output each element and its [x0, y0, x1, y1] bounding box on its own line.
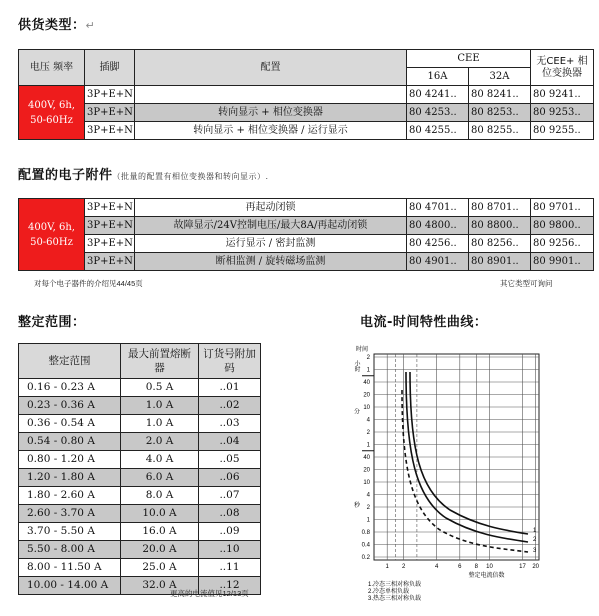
table-row [19, 397, 261, 415]
table-row [19, 451, 261, 469]
cell-order-16a: 80 4901.. [407, 253, 469, 271]
y-tick-label: 1 [366, 517, 370, 524]
header-cee-16a: 16A [407, 68, 469, 86]
cell-fuse: 16.0 A [121, 523, 199, 541]
voltage-cell: 400V, 6h, 50-60Hz [19, 199, 85, 271]
cell-fuse: 1.0 A [121, 397, 199, 415]
supply-title: 供货类型：↵ [18, 18, 96, 33]
cell-plug: 3P+E+N [85, 86, 135, 104]
table-row [19, 379, 261, 397]
cell-fuse: 4.0 A [121, 451, 199, 469]
table-row [19, 415, 261, 433]
header-fuse: 最大前置熔断器 [121, 344, 199, 379]
legend-entry: 2.冷态单相负载 [368, 589, 410, 595]
cell-range: 0.36 - 0.54 A [19, 415, 121, 433]
cell-plug: 3P+E+N [85, 104, 135, 122]
accessories-note-right: 其它类型可询问 [500, 279, 553, 288]
cell-fuse: 8.0 A [121, 487, 199, 505]
cell-order-16a: 80 4253.. [407, 104, 469, 122]
cell-order-nocee: 80 9255.. [531, 122, 594, 140]
cell-config: 再起动闭锁 [135, 199, 407, 217]
cell-fuse: 20.0 A [121, 541, 199, 559]
y-tick-label: 10 [363, 480, 370, 486]
y-tick-label: 10 [363, 405, 370, 411]
x-tick-label: 4 [435, 564, 439, 570]
header-config: 配置 [135, 50, 407, 86]
cell-range: 0.23 - 0.36 A [19, 397, 121, 415]
legend-entry: 3.热态三相对称负载 [368, 596, 422, 602]
header-cee-32a: 32A [469, 68, 531, 86]
range-note: 更高的电流值见12/13页 [170, 589, 249, 598]
table-row [19, 104, 594, 122]
curve-label: 3 [533, 548, 537, 554]
cell-plug: 3P+E+N [85, 122, 135, 140]
y-tick-label: 20 [363, 392, 370, 399]
table-row [19, 541, 261, 559]
cell-range: 0.54 - 0.80 A [19, 433, 121, 451]
cell-code: ..07 [199, 487, 261, 505]
cell-range: 5.50 - 8.00 A [19, 541, 121, 559]
x-tick-label: 17 [519, 564, 526, 570]
cell-code: ..01 [199, 379, 261, 397]
cell-order-32a: 80 8256.. [469, 235, 531, 253]
accessories-title: 配置的电子附件（批量的配置有相位变换器和转向显示）. [18, 168, 269, 183]
cell-order-32a: 80 8701.. [469, 199, 531, 217]
header-no-cee: 无CEE+ 相位变换器 [531, 50, 594, 86]
cell-range: 0.16 - 0.23 A [19, 379, 121, 397]
cell-order-32a: 80 8255.. [469, 122, 531, 140]
cell-range: 10.00 - 14.00 A [19, 577, 121, 595]
curve-label: 2 [533, 537, 537, 543]
cell-order-nocee: 80 9701.. [531, 199, 594, 217]
cell-order-32a: 80 8241.. [469, 86, 531, 104]
cell-range: 1.80 - 2.60 A [19, 487, 121, 505]
cell-fuse: 10.0 A [121, 505, 199, 523]
y-tick-label: 1 [366, 367, 370, 374]
table-row [19, 217, 594, 235]
header-plug: 插脚 [85, 50, 135, 86]
unit-hours: 小时 [353, 360, 359, 373]
y-tick-label: 2 [366, 505, 370, 511]
legend-entry: 1.冷态三相对称负载 [368, 582, 422, 588]
accessories-table [18, 198, 594, 271]
y-tick-label: 4 [366, 492, 370, 499]
y-tick-label: 4 [366, 417, 370, 424]
cell-order-nocee: 80 9901.. [531, 253, 594, 271]
y-axis-title: 时间 [356, 347, 369, 353]
cell-fuse: 6.0 A [121, 469, 199, 487]
cell-order-16a: 80 4800.. [407, 217, 469, 235]
cell-code: ..04 [199, 433, 261, 451]
cell-config: 运行显示 / 密封监测 [135, 235, 407, 253]
cell-fuse: 25.0 A [121, 559, 199, 577]
cell-fuse: 2.0 A [121, 433, 199, 451]
unit-minutes: 分 [354, 409, 361, 416]
supply-table [18, 49, 594, 140]
table-row [19, 487, 261, 505]
cell-config: 断相监测 / 旋转磁场监测 [135, 253, 407, 271]
cell-order-32a: 80 8800.. [469, 217, 531, 235]
table-row [19, 433, 261, 451]
table-row [19, 122, 594, 140]
table-row [19, 469, 261, 487]
cell-order-16a: 80 4241.. [407, 86, 469, 104]
cell-range: 1.20 - 1.80 A [19, 469, 121, 487]
header-cee: CEE [407, 50, 531, 68]
y-tick-label: 2 [366, 355, 370, 361]
cell-config: 故障显示/24V控制电压/最大8A/再起动闭锁 [135, 217, 407, 235]
x-tick-label: 1 [385, 564, 389, 570]
cell-order-32a: 80 8253.. [469, 104, 531, 122]
cell-order-nocee: 80 9253.. [531, 104, 594, 122]
table-row [19, 235, 594, 253]
table-row [19, 505, 261, 523]
cell-config: 转向显示 + 相位变换器 [135, 104, 407, 122]
cell-order-16a: 80 4701.. [407, 199, 469, 217]
table-row [19, 523, 261, 541]
cell-code: ..09 [199, 523, 261, 541]
table-row [19, 199, 594, 217]
x-tick-label: 10 [486, 564, 493, 570]
cell-plug: 3P+E+N [85, 235, 135, 253]
cell-code: ..02 [199, 397, 261, 415]
y-tick-label: 40 [363, 380, 370, 386]
header-range: 整定范围 [19, 344, 121, 379]
cell-fuse: 32.0 A [121, 577, 199, 595]
table-row [19, 559, 261, 577]
table-row [19, 86, 594, 104]
cell-fuse: 1.0 A [121, 415, 199, 433]
cell-order-nocee: 80 9800.. [531, 217, 594, 235]
cell-code: ..03 [199, 415, 261, 433]
cell-order-32a: 80 8901.. [469, 253, 531, 271]
cell-code: ..10 [199, 541, 261, 559]
x-tick-label: 6 [458, 564, 462, 570]
accessories-note: 对每个电子器件的介绍见44/45页 [34, 279, 143, 288]
range-table [18, 343, 261, 595]
cell-range: 3.70 - 5.50 A [19, 523, 121, 541]
header-voltage-frequency: 电压 频率 [19, 50, 85, 86]
range-title: 整定范围： [18, 315, 86, 330]
y-tick-label: 0.8 [361, 530, 370, 536]
cell-code: ..05 [199, 451, 261, 469]
cell-order-nocee: 80 9256.. [531, 235, 594, 253]
curve-label: 1 [533, 528, 537, 534]
cell-code: ..11 [199, 559, 261, 577]
y-tick-label: 0.4 [361, 542, 370, 549]
cell-code: ..06 [199, 469, 261, 487]
cell-range: 8.00 - 11.50 A [19, 559, 121, 577]
x-tick-label: 2 [402, 564, 406, 570]
cell-plug: 3P+E+N [85, 199, 135, 217]
unit-seconds: 秒 [354, 503, 361, 509]
x-tick-label: 20 [532, 564, 540, 570]
cell-plug: 3P+E+N [85, 253, 135, 271]
cell-fuse: 0.5 A [121, 379, 199, 397]
header-code: 订货号附加码 [199, 344, 261, 379]
y-tick-label: 0.2 [361, 555, 370, 561]
cell-order-16a: 80 4256.. [407, 235, 469, 253]
x-tick-label: 8 [474, 564, 478, 570]
curve-title: 电流-时间特性曲线： [360, 315, 488, 330]
y-tick-label: 2 [366, 430, 370, 436]
y-tick-label: 40 [363, 455, 370, 461]
cell-code: ..08 [199, 505, 261, 523]
cell-code: ..12 [199, 577, 261, 595]
cell-config [135, 86, 407, 104]
current-time-curve [338, 340, 583, 608]
y-tick-label: 1 [366, 442, 370, 449]
y-tick-label: 20 [363, 467, 370, 474]
cell-config: 转向显示 + 相位变换器 / 运行显示 [135, 122, 407, 140]
cell-range: 0.80 - 1.20 A [19, 451, 121, 469]
cell-range: 2.60 - 3.70 A [19, 505, 121, 523]
cell-plug: 3P+E+N [85, 217, 135, 235]
x-axis-label: 整定电流倍数 [468, 573, 505, 579]
table-row [19, 253, 594, 271]
cell-order-16a: 80 4255.. [407, 122, 469, 140]
cell-order-nocee: 80 9241.. [531, 86, 594, 104]
voltage-cell: 400V, 6h, 50-60Hz [19, 86, 85, 140]
